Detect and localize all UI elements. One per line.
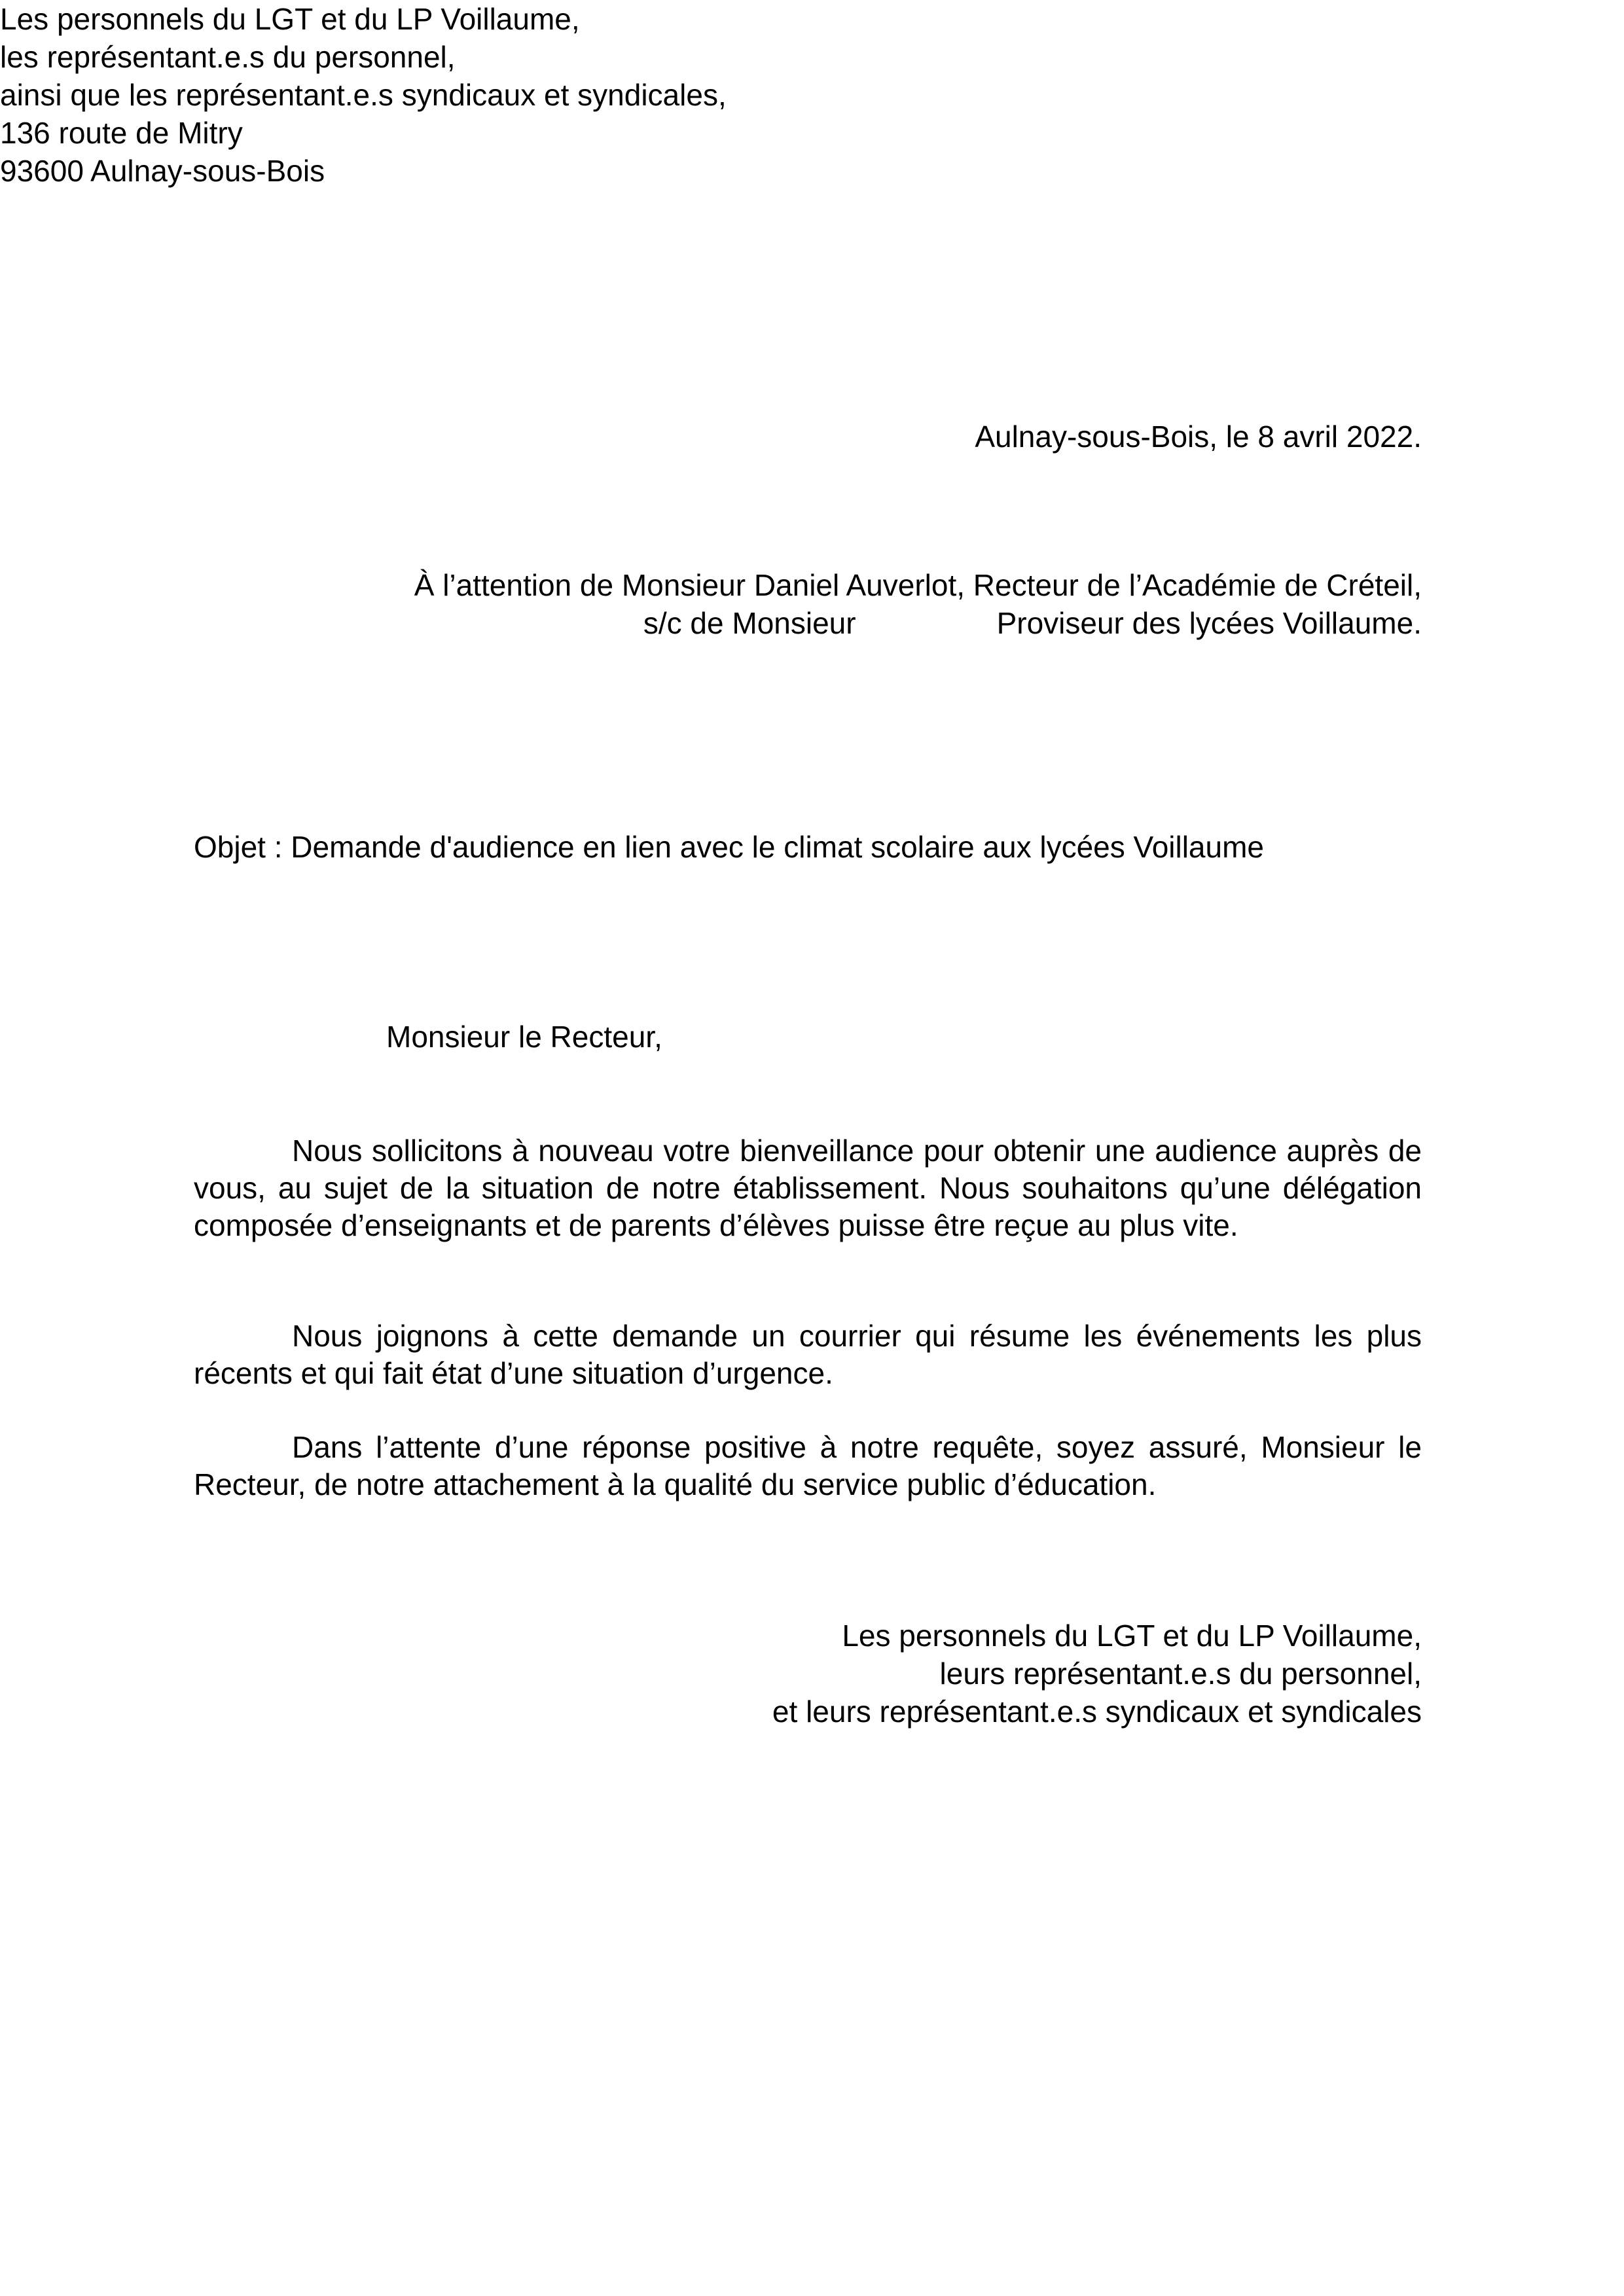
- signature-line: Les personnels du LGT et du LP Voillaume,: [842, 1619, 1422, 1653]
- sender-street: 136 route de Mitry: [0, 116, 243, 150]
- recipient-block: [414, 566, 1422, 642]
- recipient-cc-line: [414, 604, 1422, 642]
- signature-block: [772, 1617, 1422, 1731]
- salutation: Monsieur le Recteur,: [386, 1020, 662, 1054]
- recipient-cc-right: Proviseur des lycées Voillaume.: [996, 606, 1422, 640]
- recipient-cc-left: s/c de Monsieur: [643, 606, 856, 640]
- letter-date: Aulnay-sous-Bois, le 8 avril 2022.: [975, 420, 1422, 454]
- body-paragraph: Nous joignons à cette demande un courrier qui résume les événements les plus récents et qui fait état d’une situation d’urgence.: [194, 1319, 1422, 1390]
- sender-address-block: [0, 0, 1624, 190]
- letter-subject: Objet : Demande d'audience en lien avec le climat scolaire aux lycées Voillaume: [194, 830, 1264, 864]
- sender-line: les représentant.e.s du personnel,: [0, 40, 456, 74]
- sender-city: 93600 Aulnay-sous-Bois: [0, 154, 325, 188]
- body-paragraph: Nous sollicitons à nouveau votre bienveillance pour obtenir une audience auprès de vous, au sujet de la situation de notre établissement. Nous souhaitons qu’une délégation composée d’enseignants et de parents d’élèves puisse être reçue au plus vite.: [194, 1134, 1422, 1242]
- signature-line: et leurs représentant.e.s syndicaux et syndicales: [772, 1695, 1422, 1729]
- sender-line: ainsi que les représentant.e.s syndicaux et syndicales,: [0, 78, 727, 112]
- recipient-line: À l’attention de Monsieur Daniel Auverlot, Recteur de l’Académie de Créteil,: [414, 568, 1422, 602]
- body-paragraph: Dans l’attente d’une réponse positive à notre requête, soyez assuré, Monsieur le Recteur, de notre attachement à la qualité du service public d’éducation.: [194, 1430, 1422, 1501]
- sender-line: Les personnels du LGT et du LP Voillaume,: [0, 2, 580, 36]
- signature-line: leurs représentant.e.s du personnel,: [939, 1657, 1422, 1691]
